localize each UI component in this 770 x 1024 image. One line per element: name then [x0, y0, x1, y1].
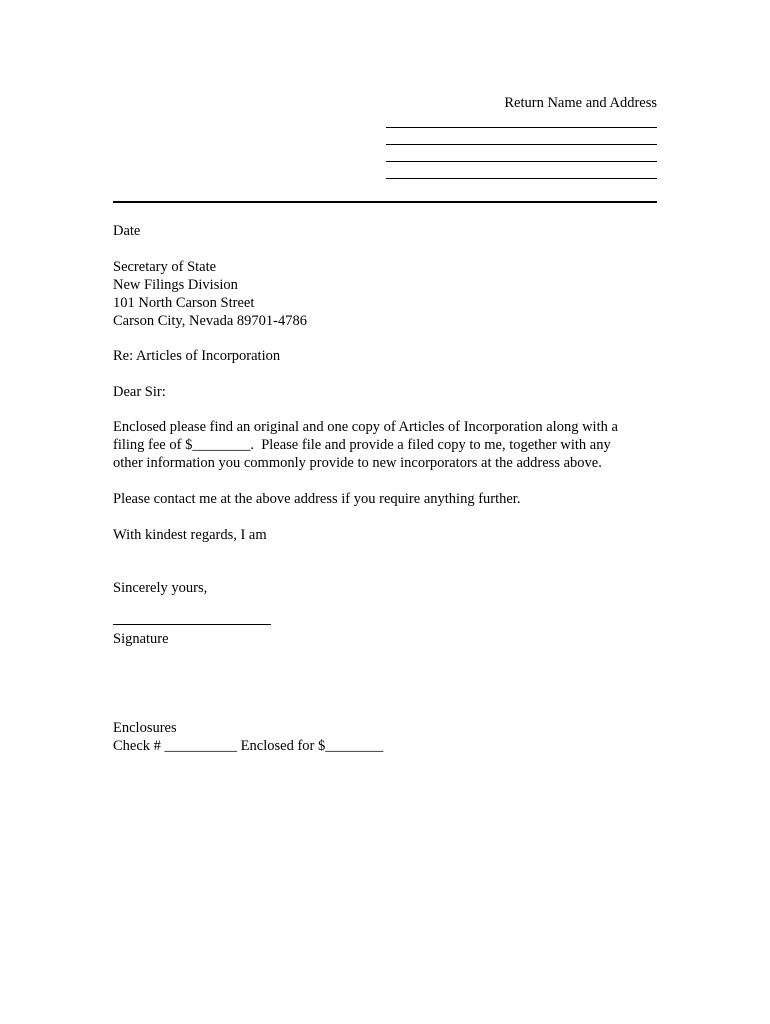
header-divider — [113, 201, 657, 203]
return-address-line-2 — [386, 128, 657, 145]
signature-label: Signature — [113, 631, 169, 648]
return-address-title: Return Name and Address — [504, 95, 657, 111]
paragraph-1-line-3: other information you commonly provide to new incorporators at the address above. — [113, 455, 602, 472]
salutation: Dear Sir: — [113, 383, 166, 400]
return-address-line-1 — [386, 118, 657, 128]
recipient-line-2: New Filings Division — [113, 276, 238, 293]
enclosures-label: Enclosures — [113, 720, 177, 737]
recipient-line-4: Carson City, Nevada 89701-4786 — [113, 312, 307, 329]
paragraph-1-line-2: filing fee of $________. Please file and provide a filed copy to me, together with any — [113, 437, 611, 454]
subject-line: Re: Articles of Incorporation — [113, 348, 281, 365]
signature-line — [113, 611, 271, 625]
closing: Sincerely yours, — [113, 580, 208, 597]
paragraph-2: Please contact me at the above address if you require anything further. — [113, 490, 521, 507]
check-enclosed-line: Check # __________ Enclosed for $________ — [113, 738, 384, 755]
letter-body — [113, 222, 657, 755]
regards-line: With kindest regards, I am — [113, 526, 267, 543]
return-address-block — [386, 94, 657, 179]
date-label: Date — [113, 223, 141, 239]
recipient-line-3: 101 North Carson Street — [113, 294, 255, 311]
return-address-line-4 — [386, 162, 657, 179]
paragraph-1-line-1: Enclosed please find an original and one copy of Articles of Incorporation along with a — [113, 419, 618, 436]
recipient-line-1: Secretary of State — [113, 258, 217, 275]
return-address-line-3 — [386, 145, 657, 162]
